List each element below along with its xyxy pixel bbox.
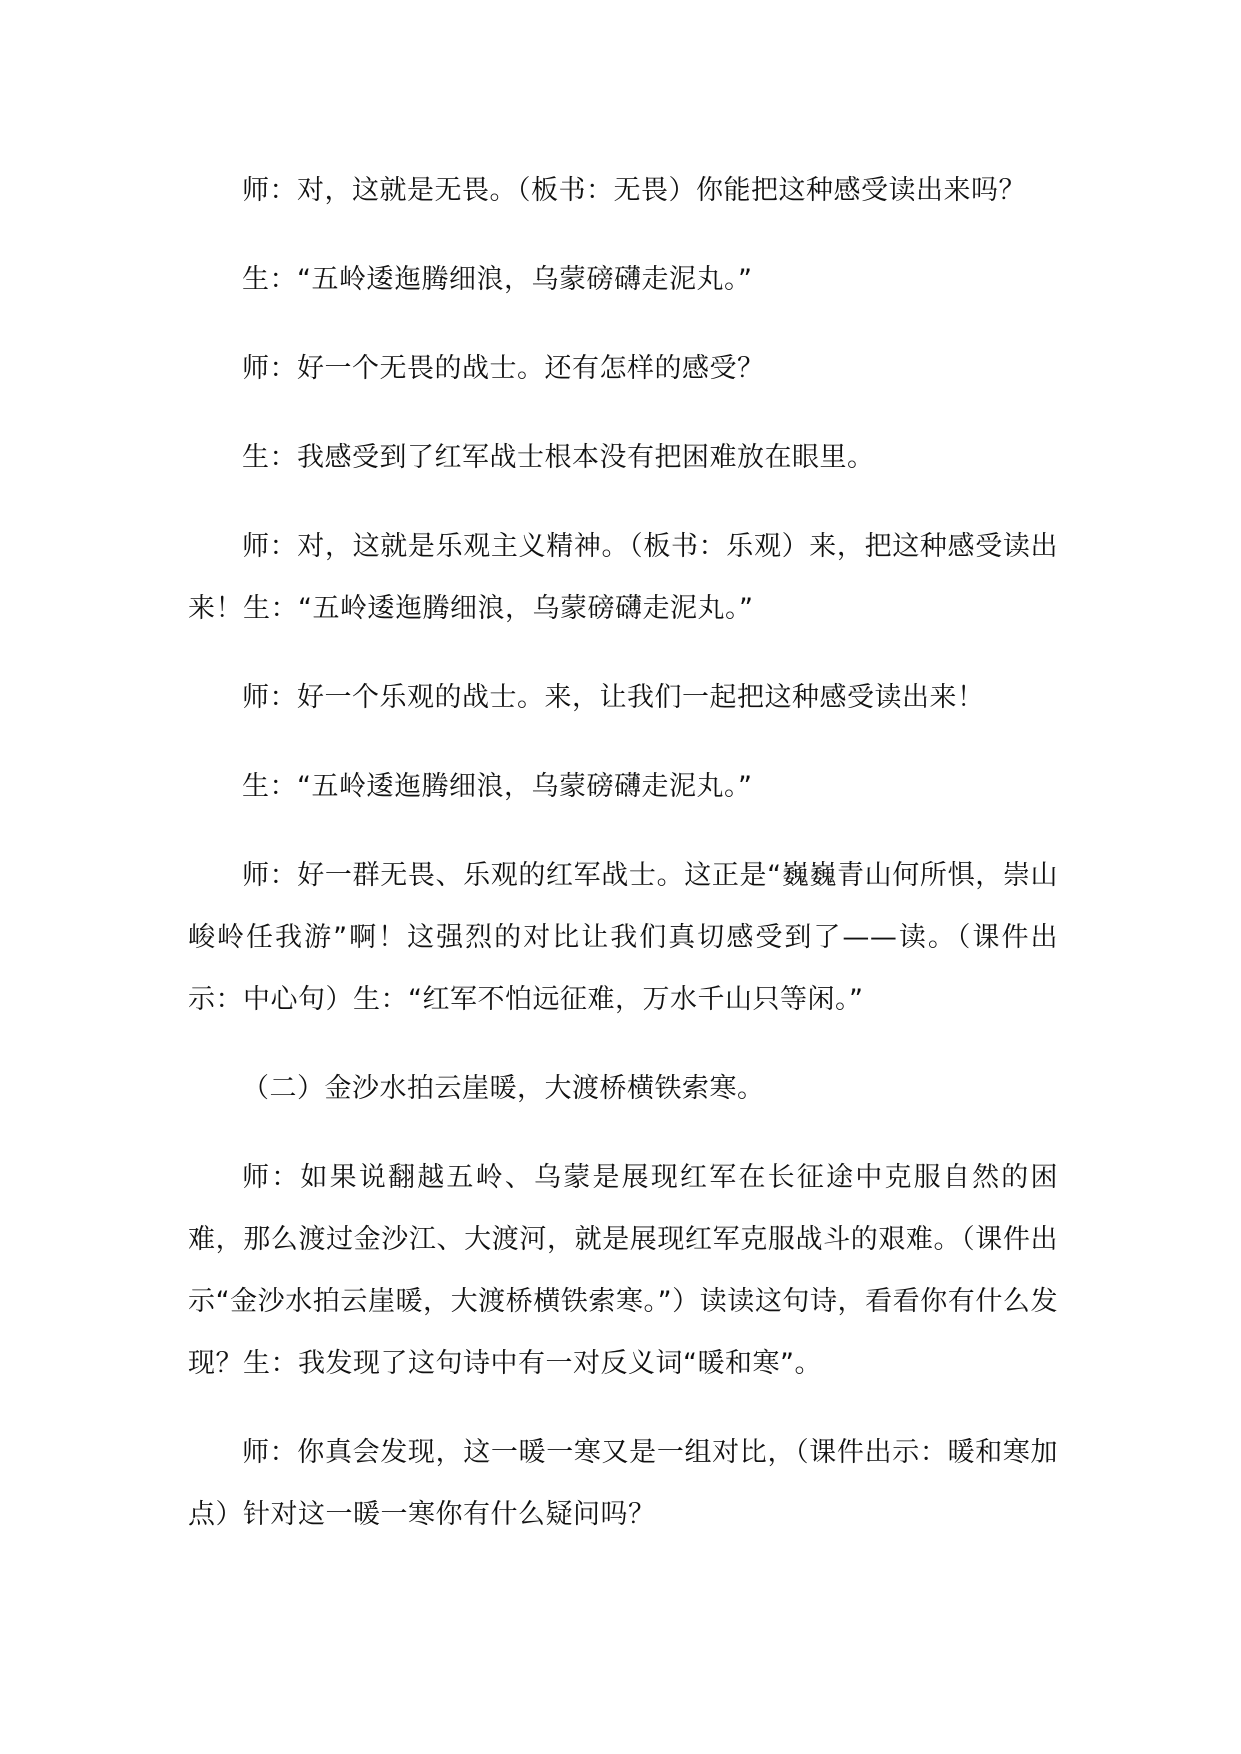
paragraph: 师：好一群无畏、乐观的红军战士。这正是“巍巍青山何所惧，崇山峻岭任我游”啊！这强烈的对比让我们真切感受到了——读。（课件出示：中心句）生：“红军不怕远征难，万水千山只等闲。” [188, 860, 1058, 1015]
paragraph: 生：“五岭逶迤腾细浪，乌蒙磅礴走泥丸。” [242, 771, 753, 802]
paragraph: 师：对，这就是乐观主义精神。（板书：乐观）来，把这种感受读出来！生：“五岭逶迤腾细浪，乌蒙磅礴走泥丸。” [188, 531, 1058, 624]
section-heading: （二）金沙水拍云崖暖，大渡桥横铁索寒。 [242, 1073, 765, 1104]
document-body [188, 160, 1058, 1573]
paragraph: 师：对，这就是无畏。（板书：无畏）你能把这种感受读出来吗？ [242, 175, 1026, 206]
paragraph: 师：你真会发现，这一暖一寒又是一组对比，（课件出示：暖和寒加点）针对这一暖一寒你有什么疑问吗？ [188, 1437, 1058, 1530]
paragraph: 师：好一个乐观的战士。来，让我们一起把这种感受读出来！ [242, 682, 985, 713]
paragraph: 师：如果说翻越五岭、乌蒙是展现红军在长征途中克服自然的困难，那么渡过金沙江、大渡河，就是展现红军克服战斗的艰难。（课件出示“金沙水拍云崖暖，大渡桥横铁索寒。”）读读这句诗，看看你有什么发现？生：我发现了这句诗中有一对反义词“暖和寒”。 [188, 1162, 1058, 1379]
paragraph: 生：“五岭逶迤腾细浪，乌蒙磅礴走泥丸。” [242, 264, 753, 295]
paragraph: 生：我感受到了红军战士根本没有把困难放在眼里。 [242, 442, 875, 473]
paragraph: 师：好一个无畏的战士。还有怎样的感受？ [242, 353, 765, 384]
